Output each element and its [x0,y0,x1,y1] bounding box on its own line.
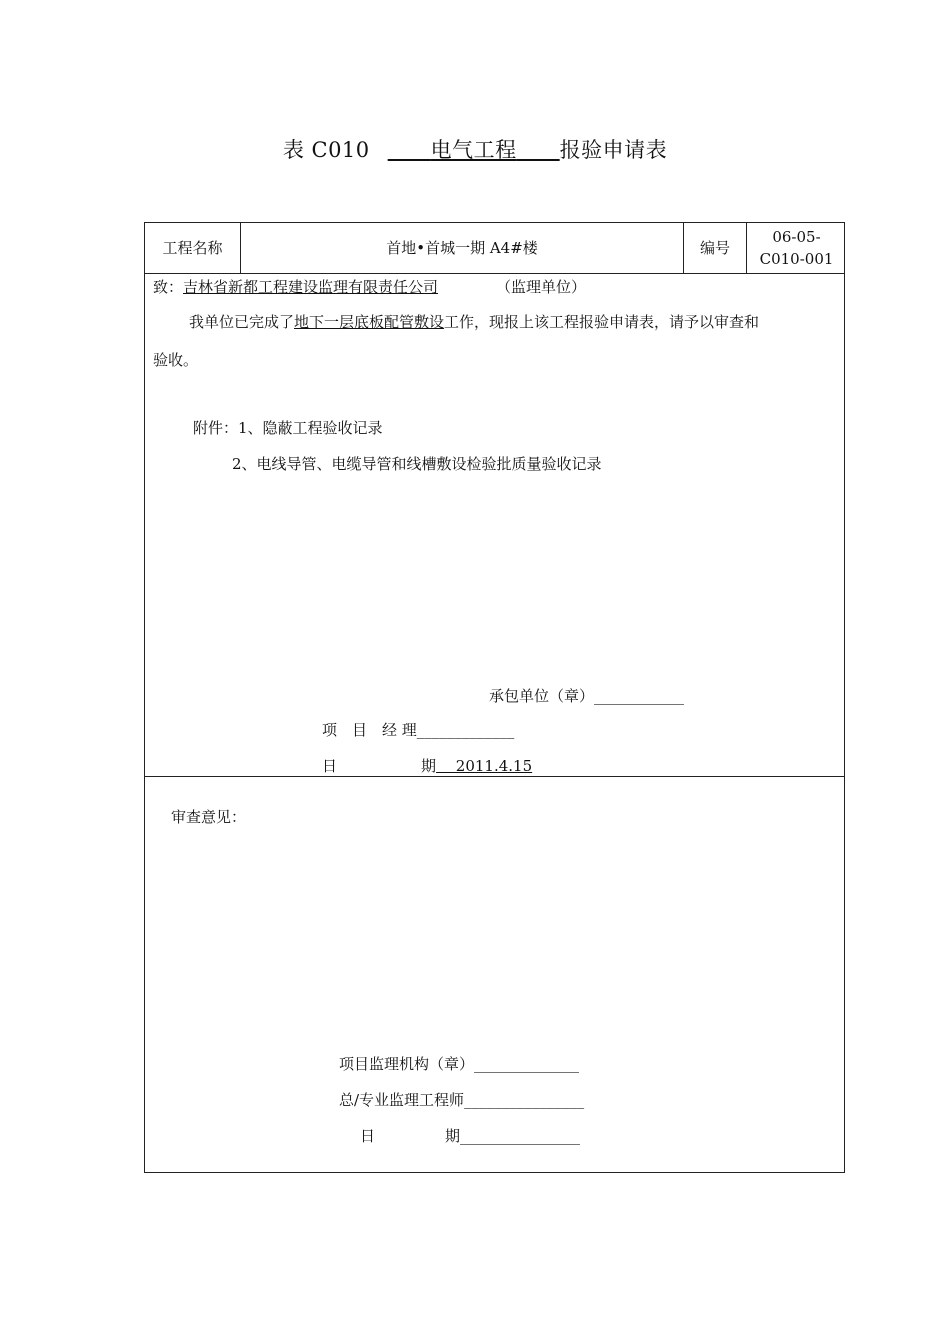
inspection-form-table [144,222,845,1173]
title-blank-before [388,138,431,162]
review-date-blank: ________________ [460,1127,581,1145]
org-label: 项目监理机构（章） [339,1055,475,1073]
manager-blank: _____________ [416,721,515,739]
number-value [747,223,846,273]
date-label-period: 期 [421,757,437,775]
body-prefix: 我单位已完成了 [189,313,295,331]
review-opinion-label: 审查意见： [171,808,247,826]
attachment-1: 附件：1、隐蔽工程验收记录 [193,419,383,437]
attachment-2: 2、电线导管、电缆导管和线槽敷设检验批质量验收记录 [232,455,602,473]
form-category: 电气工程 [430,138,517,162]
date-label-day: 日 [322,757,338,775]
number-line-2: C010-001 [759,250,834,268]
row-divider [145,273,844,274]
form-name: 报验申请表 [559,138,668,162]
title-blank-after [517,138,560,162]
contractor-signature [489,685,684,707]
date-value: 2011.4.15 [436,757,533,775]
addressee-line [153,276,586,298]
supervisor-company: 吉林省新都工程建设监理有限责任公司 [183,278,439,296]
org-blank: ______________ [474,1055,580,1073]
project-name-label: 工程名称 [162,239,223,257]
application-date [322,755,532,777]
contractor-blank: ____________ [594,687,685,705]
review-date [360,1125,580,1147]
work-item: 地下一层底板配管敷设 [294,313,445,331]
project-name-value: 首地•首城一期 A4#楼 [386,239,538,257]
to-label: 致： [153,278,184,296]
supervisor-role: （监理单位） [496,278,587,296]
contractor-label: 承包单位（章） [489,687,595,705]
body-suffix: 工作，现报上该工程报验申请表，请予以审查和 [444,313,760,331]
application-body-line-2: 验收。 [153,351,199,369]
review-date-label-period: 期 [445,1127,461,1145]
number-label: 编号 [699,239,730,257]
manager-label: 项 目 经 理 [322,721,417,739]
engineer-label: 总/专业监理工程师 [339,1091,465,1109]
engineer-blank: ________________ [464,1091,585,1109]
application-body [189,311,759,333]
number-line-1: 06-05- [772,228,821,246]
form-code: 表 C010 [282,138,370,162]
review-date-label-day: 日 [360,1127,376,1145]
supervision-org-signature [339,1053,579,1075]
engineer-signature [339,1089,584,1111]
project-manager-signature [322,719,514,741]
page-title [0,134,950,164]
